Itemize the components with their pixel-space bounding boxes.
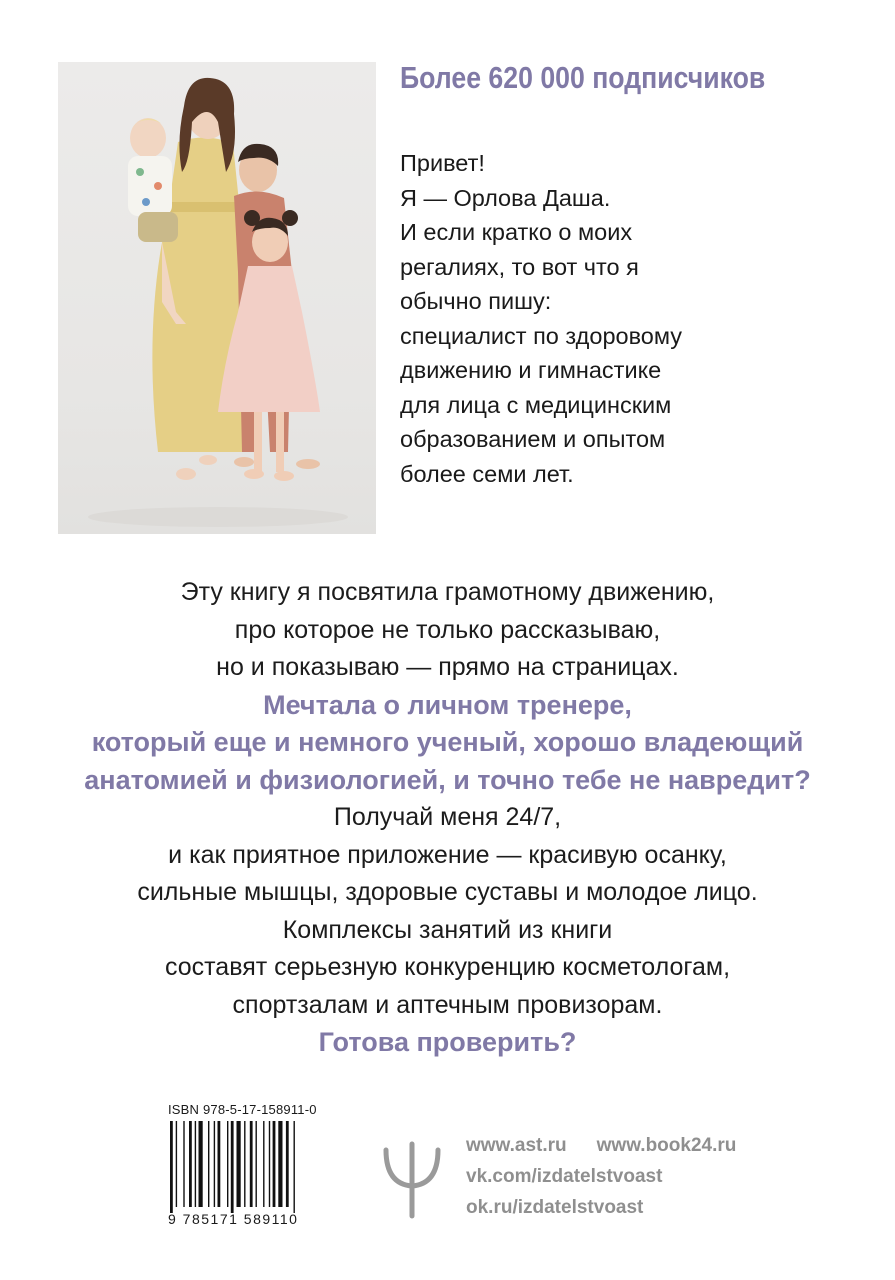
publisher-links xyxy=(466,1130,886,1223)
link-ok[interactable]: ok.ru/izdatelstvoast xyxy=(466,1197,644,1218)
link-vk[interactable]: vk.com/izdatelstvoast xyxy=(466,1166,663,1187)
intro-line: образованием и опытом xyxy=(400,426,666,452)
intro-line: движению и гимнастике xyxy=(400,357,662,383)
link-ast[interactable]: www.ast.ru xyxy=(466,1135,567,1156)
subscriber-count-headline: Более 620 000 подписчиков xyxy=(400,60,766,95)
description-line: и как приятное приложение — красивую осанку, xyxy=(168,840,727,869)
barcode-block xyxy=(168,1102,338,1227)
barcode-digits: 9 785171 589110 xyxy=(168,1211,299,1227)
description-line: Комплексы занятий из книги xyxy=(282,915,613,944)
intro-line: специалист по здоровому xyxy=(400,322,683,349)
intro-line: Я — Орлова Даша. xyxy=(400,184,611,211)
intro-line: для лица с медицинским xyxy=(400,391,672,418)
accent-line: Мечтала о личном тренере, xyxy=(263,689,632,720)
description-line: Эту книгу я посвятила грамотному движению, xyxy=(180,578,715,606)
intro-line: обычно пишу: xyxy=(400,288,552,314)
intro-line: регалиях, то вот что я xyxy=(400,253,639,280)
intro-line: более семи лет. xyxy=(400,460,574,487)
family-photo-illustration xyxy=(58,62,376,534)
publisher-psi-logo-icon xyxy=(380,1140,444,1220)
description-line: но и показываю — прямо на страницах. xyxy=(216,653,679,681)
description-line: составят серьезную конкуренцию косметологам, xyxy=(164,953,731,981)
description-line: спортзалам и аптечным провизорам. xyxy=(232,990,663,1019)
accent-line: который еще и немного ученый, хорошо владеющий xyxy=(91,727,804,757)
description-line: про которое не только рассказываю, xyxy=(234,615,661,644)
book-description xyxy=(0,574,895,1062)
intro-line: И если кратко о моих xyxy=(400,219,633,245)
author-family-photo xyxy=(58,62,376,534)
accent-line: анатомией и физиологией, и точно тебе не навредит? xyxy=(84,764,811,795)
closing-question: Готова проверить? xyxy=(318,1027,577,1057)
author-intro xyxy=(400,146,760,491)
barcode-icon xyxy=(168,1121,336,1213)
intro-line: Привет! xyxy=(400,150,485,176)
description-line: сильные мышцы, здоровые суставы и молодое лицо. xyxy=(137,878,758,906)
isbn-number: ISBN 978-5-17-158911-0 xyxy=(168,1102,317,1117)
description-line: Получай меня 24/7, xyxy=(333,803,562,831)
link-book24[interactable]: www.book24.ru xyxy=(596,1135,737,1156)
